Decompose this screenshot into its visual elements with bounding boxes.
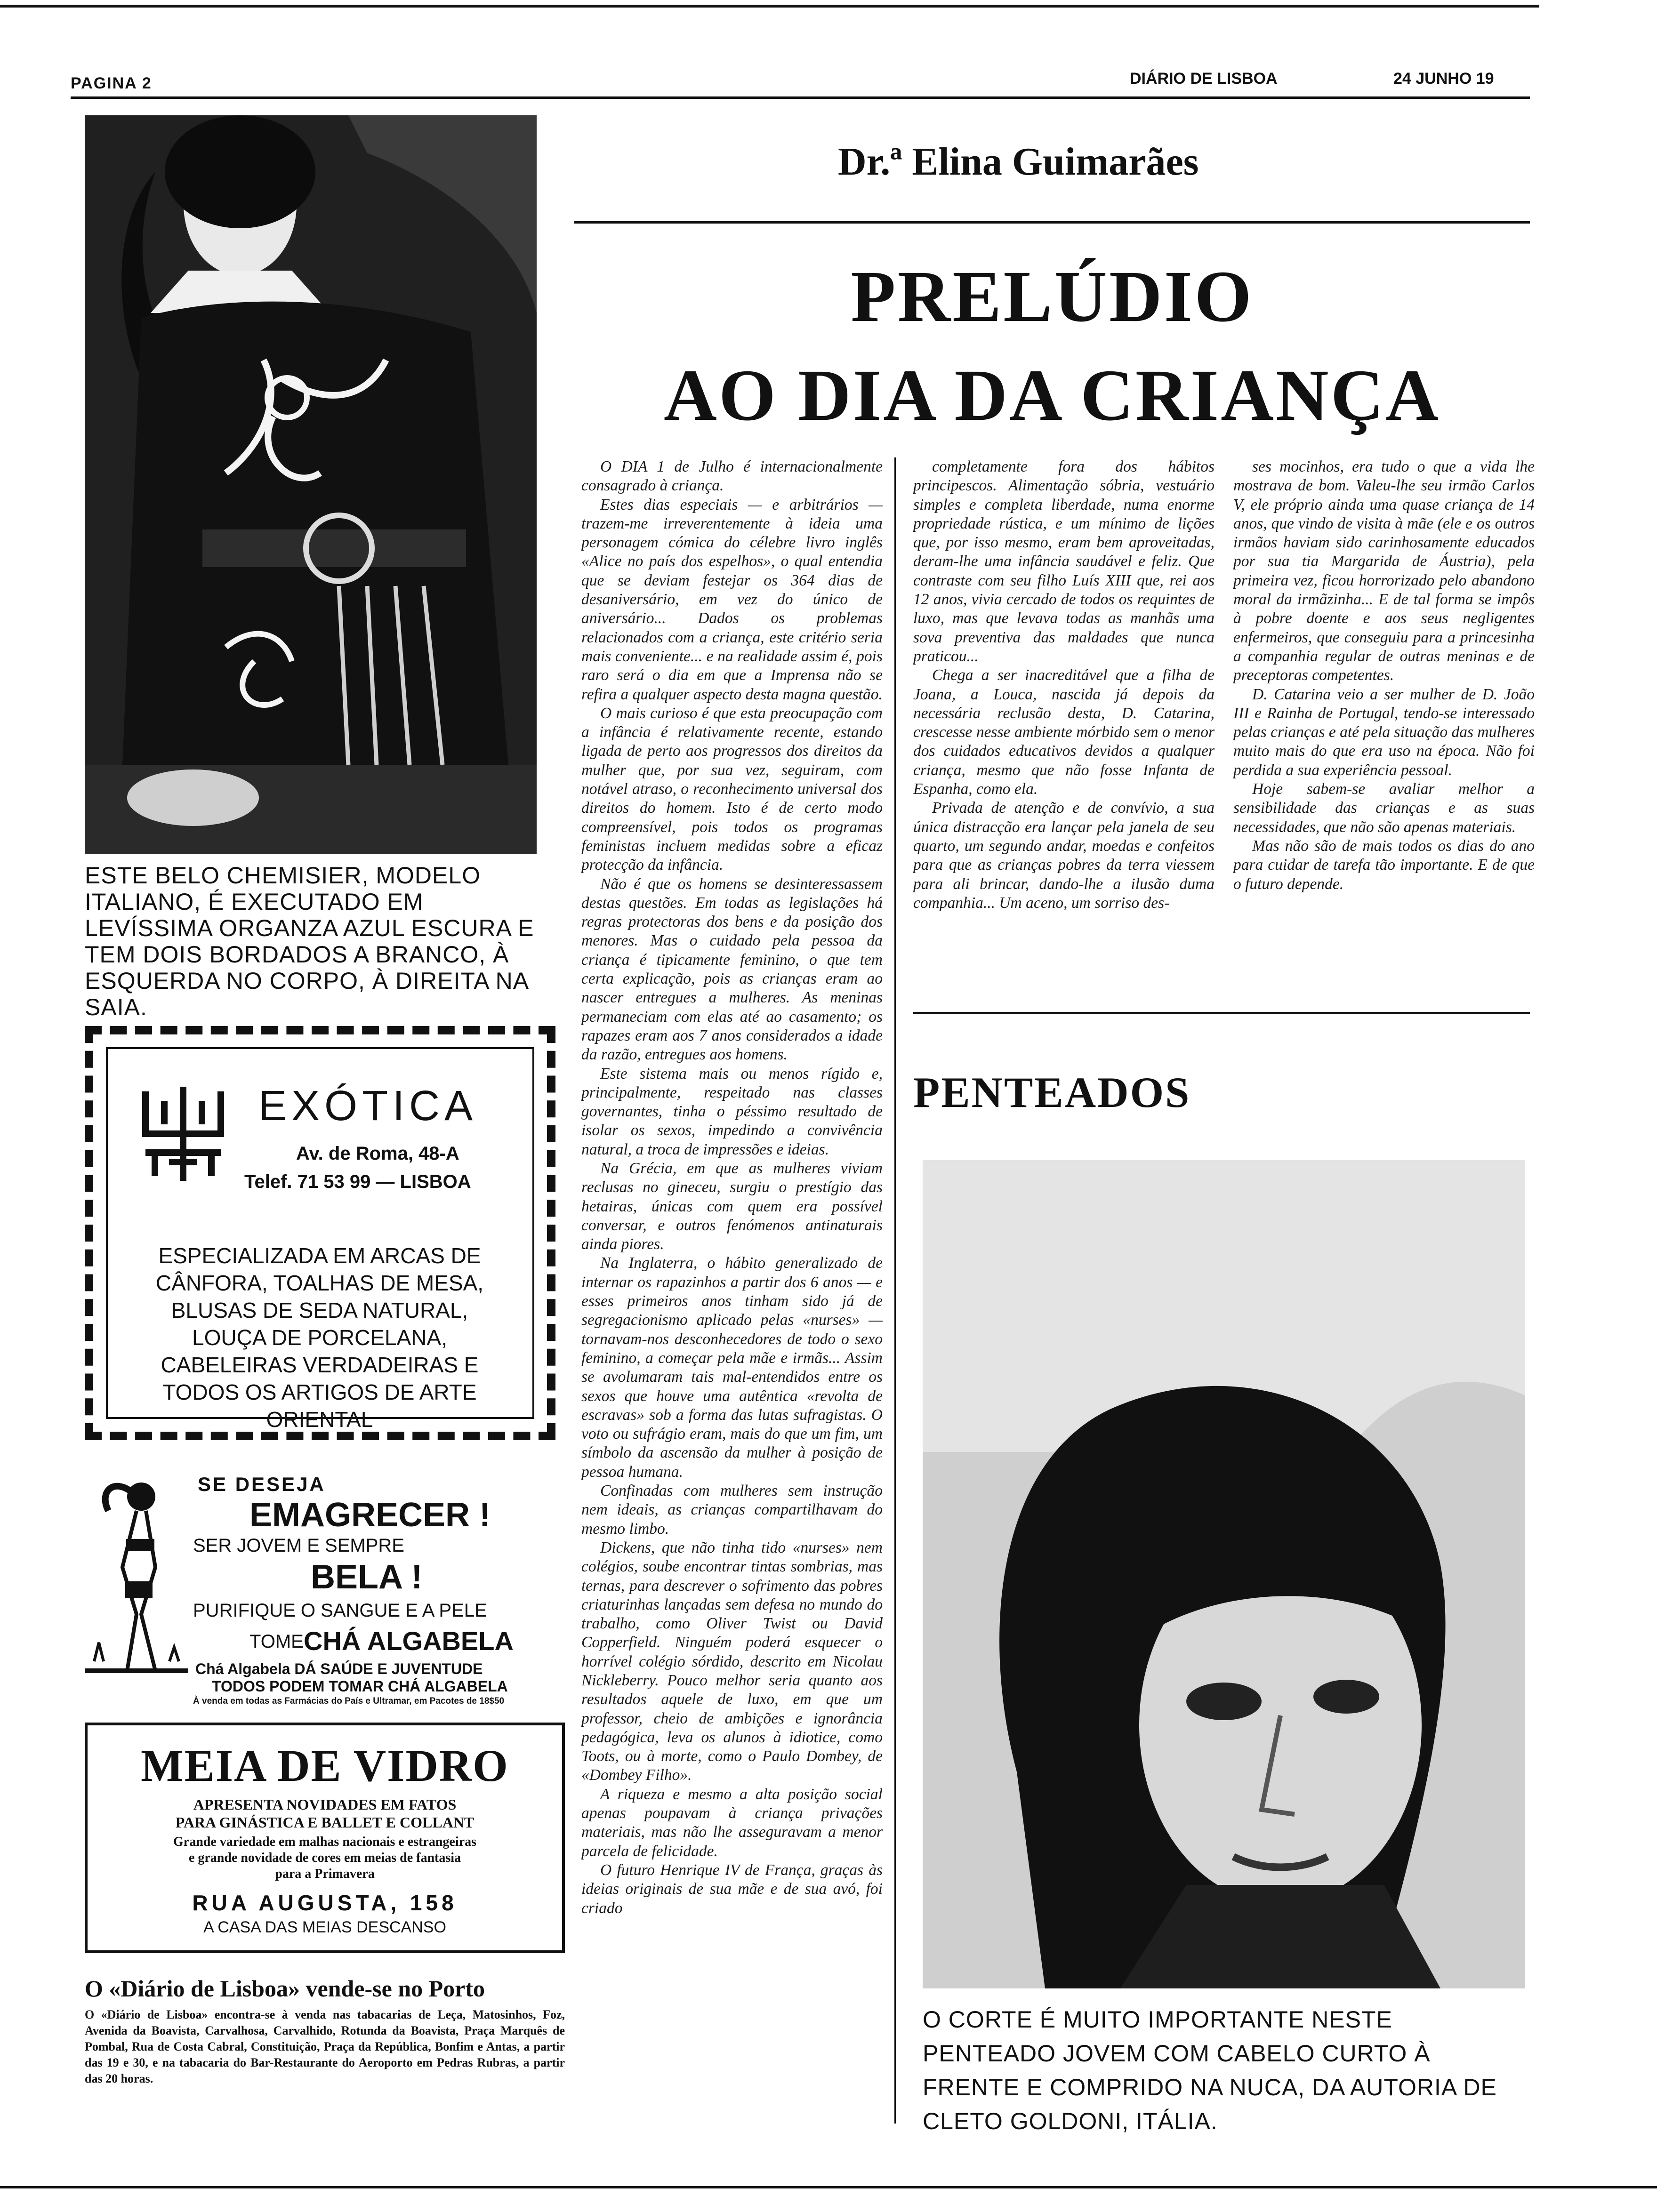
- article-column-1-paragraph: O futuro Henrique IV de França, graças às ideias originais de sua mãe e de sua avó, foi criado: [581, 1861, 883, 1917]
- algabela-line-5: PURIFIQUE O SANGUE E A PELE: [193, 1600, 487, 1621]
- hairstyle-photo-drawing: [923, 1160, 1525, 1988]
- algabela-line-4: BELA !: [311, 1558, 423, 1596]
- exotica-text: ESPECIALIZADA EM ARCAS DE CÂNFORA, TOALHAS DE MESA, BLUSAS DE SEDA NATURAL, LOUÇA DE PORCELANA, CABELEIRAS VERDADEIRAS E TODOS OS ARTIGOS DE ARTE ORIENTAL: [155, 1243, 484, 1432]
- article-column-1-paragraph: Na Inglaterra, o hábito generalizado de internar os rapazinhos a partir dos 6 anos — e esses primeiros anos tinham sido já de segregacionismo aplicado pelas «nurses» — tornavam-nos desconhecedores de todo o sexo feminino, a começar pela mãe e irmãs... Assim se avolumaram tais mal-entendidos entre os sexos que houve uma autêntica «revolta de escravas» sob a forma das lutas sufragistas. O voto ou sufrágio eram, mais do que um fim, um símbolo da ascensão da mulher à posição de pessoa humana.: [581, 1254, 883, 1481]
- meia-line-5: para a Primavera: [275, 1867, 375, 1881]
- article-byline: Dr.ª Elina Guimarães: [838, 140, 1199, 184]
- algabela-line-7: Chá Algabela DÁ SAÚDE E JUVENTUDE: [195, 1660, 483, 1677]
- article-column-3-paragraph: Hoje sabem-se avaliar melhor a sensibilidade das crianças e as suas necessidades, que não são apenas materiais.: [1233, 780, 1535, 836]
- newspaper-name: DIÁRIO DE LISBOA: [1130, 70, 1278, 88]
- porto-notice-body: O «Diário de Lisboa» encontra-se à venda nas tabacarias de Leça, Matosinhos, Foz, Avenida da Boavista, Carvalhosa, Carvalhido, Rotunda da Boavista, Praça Marquês de Pombal, Rua de Costa Cabral, Constituição, Praça da República, Bonfim e Antas, a partir das 19 e 30, e na tabacaria do Bar-Restaurante do Aeroporto em Pedras Rubras, a partir das 20 horas.: [85, 2008, 565, 2085]
- article-column-2: [913, 457, 1215, 989]
- hairstyle-photo: [923, 1160, 1525, 1988]
- article-column-3: [1233, 457, 1535, 989]
- algabela-line-9: À venda em todas as Farmácias do País e Ultramar, em Pacotes de 18$50: [193, 1696, 505, 1706]
- algabela-line-8: TODOS PODEM TOMAR CHÁ ALGABELA: [212, 1678, 508, 1695]
- oriental-symbol-icon: [136, 1082, 230, 1186]
- article-column-1-paragraph: Não é que os homens se desinteressassem destas questões. Em todas as legislações há regras protectoras dos bens e da posição dos menores. Mas o cuidado pela pessoa da criança é tipicamente feminino, o que tem certa explicação, pois as crianças eram ao nascer entregues a mulheres. As meninas permaneciam com elas até ao casamento; os rapazes eram aos 7 anos considerados a idade da razão, entregues aos homens.: [581, 875, 883, 1064]
- meia-line-4: e grande novidade de cores em meias de fantasia: [188, 1851, 461, 1865]
- article-column-1-paragraph: Este sistema mais ou menos rígido e, principalmente, respeitado nas classes governantes, tinha o péssimo resultado de isolar os sexos, impedindo a convivência natural, a troca de impressões e ideias.: [581, 1065, 883, 1158]
- article-column-3-paragraph: Mas não são de mais todos os dias do ano para cuidar de tarefa tão importante. E de que o futuro depende.: [1233, 837, 1535, 893]
- article-column-1-paragraph: Dickens, que não tinha tido «nurses» nem colégios, soube encontrar tintas sombrias, mas ternas, para descrever o sofrimento das pobres criaturinhas lançadas sem defesa no mundo do trabalho, como Oliver Twist ou David Copperfield. Ninguém poderá esquecer o horrível colégio sórdido, descrito em Nicolau Nickleberry. Pouco melhor seria quanto aos resultados aquele de luxo, em que um professor, cheio de ambições e ignorância pedagógica, leva os alunos à idiotice, como Toots, ou à morte, como o Paulo Dombey, de «Dombey Filho».: [581, 1539, 883, 1784]
- exotica-ad: [106, 1047, 534, 1432]
- article-column-2-paragraph: Chega a ser inacreditável que a filha de Joana, a Louca, nascida já depois da necessária reclusão desta, D. Catarina, crescesse nesse ambiente mórbido sem o menor dos cuidados educativos devidos a qualquer criança, mesmo que não fosse Infanta de Espanha, como ela.: [913, 666, 1215, 798]
- bottom-rule: [0, 2186, 1657, 2188]
- article-column-1-paragraph: Estes dias especiais — e arbitrários — trazem-me irreverentemente à ideia uma personagem cómica do célebre livro inglês «Alice no país dos espelhos», o qual entendia que se deviam festejar os 364 dias de desaniversário, em vez do único de aniversário... Dados os problemas relacionados com a criança, este critério seria mais conveniente... e na realidade assim é, pois raro será o dia em que a Imprensa não se refira a qualquer aspecto desta magna questão.: [581, 496, 883, 703]
- article-column-2-paragraph: completamente fora dos hábitos principescos. Alimentação sóbria, vestuário simples e completa liberdade, numa enorme propriedade rústica, e um mínimo de lições que, por isso mesmo, eram bem aproveitadas, deram-lhe uma infância saudável e feliz. Que contraste com seu filho Luís XIII que, rei aos 12 anos, vivia cercado de todos os requintes de luxo, mas que levava todas as manhãs uma sova preventiva das maldades que nunca praticou...: [913, 458, 1215, 665]
- article-column-3-paragraph: D. Catarina veio a ser mulher de D. João III e Rainha de Portugal, tendo-se interessado pelas crianças e até pela situação das mulheres muito mais do que era uso na época. Não foi perdida a sua experiência pessoal.: [1233, 685, 1535, 779]
- algabela-line-1: SE DESEJA: [198, 1473, 326, 1495]
- top-rule: [0, 5, 1539, 8]
- article-column-1-paragraph: O mais curioso é que esta preocupação com a infância é relativamente recente, estando ligada de perto aos progressos dos direitos da mulher que, por sua vez, seguiram, com notável atraso, o reconhecimento universal dos direitos do homem. Isto é de certo modo compreensível, pois todos os programas feministas incluem medidas sobre a eficaz protecção da infância.: [581, 704, 883, 874]
- meia-address: RUA AUGUSTA, 158: [192, 1891, 458, 1915]
- algabela-line-3: SER JOVEM E SEMPRE: [193, 1535, 404, 1556]
- porto-notice-title: O «Diário de Lisboa» vende-se no Porto: [85, 1975, 485, 2002]
- article-column-1-paragraph: Na Grécia, em que as mulheres viviam reclusas no gineceu, surgiu o prestígio das hetairas, únicas com quem era possível conversar, e outros fenómenos antinaturais ainda piores.: [581, 1159, 883, 1253]
- byline-rule: [574, 221, 1530, 224]
- article-column-3-paragraph: ses mocinhos, era tudo o que a vida lhe mostrava de bom. Valeu-lhe seu irmão Carlos V, ele próprio ainda uma quase criança de 14 anos, que vindo de visita à mãe (ele e os outros irmãos haviam sido carinhosamente educados por sua tia Margarida de Áustria), pela primeira vez, ficou horrorizado pelo abandono moral da irmãzinha... E de tal forma se impôs à pobre doente e aos seus negligentes enfermeiros, que conseguiu para a princesinha a companhia regular de outras meninas e de preceptoras competentes.: [1233, 458, 1535, 684]
- bikini-woman-illustration: [85, 1473, 188, 1680]
- article-title-line-2: AO DIA DA CRIANÇA: [664, 354, 1440, 436]
- fashion-caption: ESTE BELO CHEMISIER, MODELO ITALIANO, É EXECUTADO EM LEVÍSSIMA ORGANZA AZUL ESCURA E TEM DOIS BORDADOS A BRANCO, À ESQUERDA NO CORPO, À DIREITA NA SAIA.: [85, 862, 534, 1020]
- issue-date: 24 JUNHO 19: [1393, 70, 1494, 88]
- exotica-phone: Telef. 71 53 99 — LISBOA: [244, 1171, 471, 1192]
- algabela-line-6a: TOME: [249, 1631, 304, 1652]
- article-column-2-paragraph: Privada de atenção e de convívio, a sua única distracção era lançar pela janela de seu quarto, um segundo andar, moedas e confeitos para que as crianças pobres da terra viessem para ali brincar, dando-lhe a ilusão duma companhia... Um aceno, um sorriso des-: [913, 799, 1215, 912]
- page-number: PAGINA 2: [71, 74, 152, 92]
- fashion-photo: [85, 115, 537, 854]
- meia-tagline: A CASA DAS MEIAS DESCANSO: [203, 1918, 446, 1936]
- meia-line-2: PARA GINÁSTICA E BALLET E COLLANT: [175, 1814, 475, 1831]
- article-column-1-paragraph: A riqueza e mesmo a alta posição social apenas poupavam à criança privações materiais, mas não lhe asseguravam a menor parcela de felicidade.: [581, 1785, 883, 1860]
- algabela-ad: [85, 1468, 565, 1704]
- fashion-photo-drawing: [85, 115, 537, 854]
- algabela-line-6b: CHÁ ALGABELA: [304, 1626, 514, 1656]
- column-rule: [894, 457, 896, 2124]
- exotica-address: Av. de Roma, 48-A: [296, 1143, 459, 1164]
- article-end-rule: [913, 1012, 1530, 1014]
- exotica-name: EXÓTICA: [258, 1082, 478, 1130]
- article-column-1-paragraph: Confinadas com mulheres sem instrução nem ideais, as crianças compartilhavam do mesmo limbo.: [581, 1482, 883, 1538]
- penteados-title: PENTEADOS: [913, 1068, 1191, 1116]
- article-title-line-1: PRELÚDIO: [851, 256, 1254, 337]
- meia-de-vidro-ad: [85, 1723, 565, 1953]
- header-rule: [71, 96, 1530, 99]
- hairstyle-caption: O CORTE É MUITO IMPORTANTE NESTE PENTEADO JOVEM COM CABELO CURTO À FRENTE E COMPRIDO NA NUCA, DA AUTORIA DE CLETO GOLDONI, ITÁLIA.: [923, 2006, 1497, 2134]
- article-column-1-paragraph: O DIA 1 de Julho é internacionalmente consagrado à criança.: [581, 458, 883, 495]
- algabela-line-2: EMAGRECER !: [249, 1496, 491, 1534]
- meia-line-1: APRESENTA NOVIDADES EM FATOS: [193, 1796, 457, 1813]
- meia-line-3: Grande variedade em malhas nacionais e estrangeiras: [173, 1835, 476, 1849]
- article-column-1: [581, 457, 883, 2114]
- meia-title: MEIA DE VIDRO: [141, 1740, 509, 1791]
